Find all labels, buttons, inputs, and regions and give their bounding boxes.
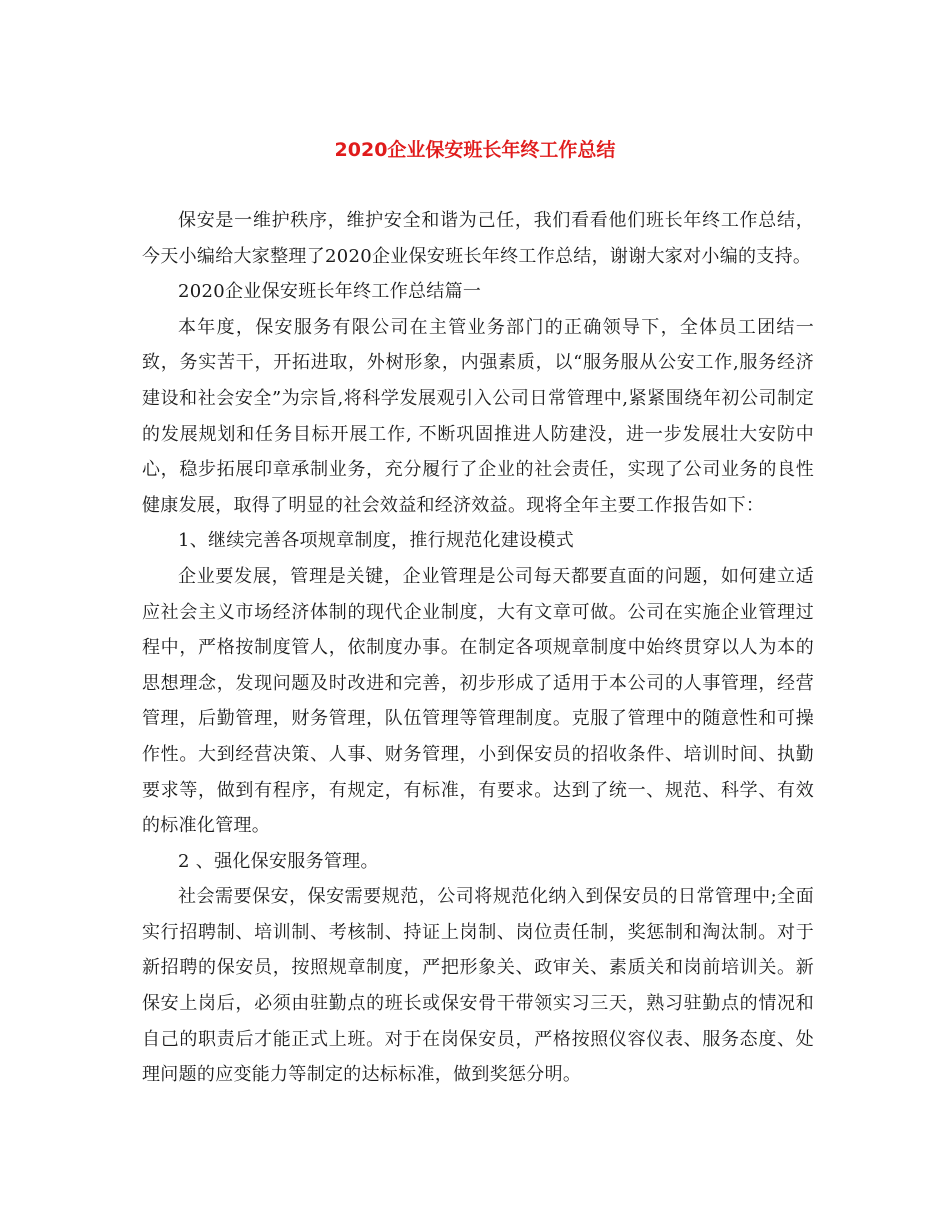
document-body — [142, 203, 814, 1093]
intro-paragraph: 保安是一维护秩序，维护安全和谐为己任，我们看看他们班长年终工作总结，今天小编给大家整理了2020企业保安班长年终工作总结，谢谢大家对小编的支持。 — [142, 210, 814, 267]
section-heading-part-one: 2020企业保安班长年终工作总结篇一 — [178, 281, 482, 303]
overview-paragraph: 本年度，保安服务有限公司在主管业务部门的正确领导下，全体员工团结一致，务实苦干，开拓进取，外树形象，内强素质，以“服务服从公安工作,服务经济建设和社会安全”为宗旨,将科学发展观引入公司日常管理中,紧紧围绕年初公司制定的发展规划和任务目标开展工作, 不断巩固推进人防建没，进一步发展壮大安防中心，稳步拓展印章承制业务，充分履行了企业的社会责任，实现了公司业务的良性健康发展，取得了明显的社会效益和经济效益。现将全年主要工作报告如下： — [142, 316, 814, 516]
document-title: 2020企业保安班长年终工作总结 — [334, 139, 616, 161]
management-paragraph: 企业要发展，管理是关键，企业管理是公司每天都要直面的问题，如何建立适应社会主义市场经济体制的现代企业制度，大有文章可做。公司在实施企业管理过程中，严格按制度管人，依制度办事。在制定各项规章制度中始终贯穿以人为本的思想理念，发现问题及时改进和完善，初步形成了适用于本公司的人事管理，经营管理，后勤管理，财务管理，队伍管理等管理制度。克服了管理中的随意性和可操作性。大到经营决策、人事、财务管理，小到保安员的招收条件、培训时间、执勤要求等，做到有程序，有规定，有标准，有要求。达到了统一、规范、科学、有效的标准化管理。 — [142, 565, 814, 837]
section-heading-1: 1、继续完善各项规章制度，推行规范化建设模式 — [178, 530, 575, 552]
section-heading-2: 2 、强化保安服务管理。 — [178, 850, 379, 872]
security-service-paragraph: 社会需要保安，保安需要规范，公司将规范化纳入到保安员的日常管理中;全面实行招聘制、培训制、考核制、持证上岗制、岗位责任制，奖惩制和淘汰制。对于新招聘的保安员，按照规章制度，严把形象关、政审关、素质关和岗前培训关。新保安上岗后，必须由驻勤点的班长或保安骨干带领实习三天，熟习驻勤点的情况和自己的职责后才能正式上班。对于在岗保安员，严格按照仪容仪表、服务态度、处理问题的应变能力等制定的达标标准，做到奖惩分明。 — [142, 886, 814, 1086]
